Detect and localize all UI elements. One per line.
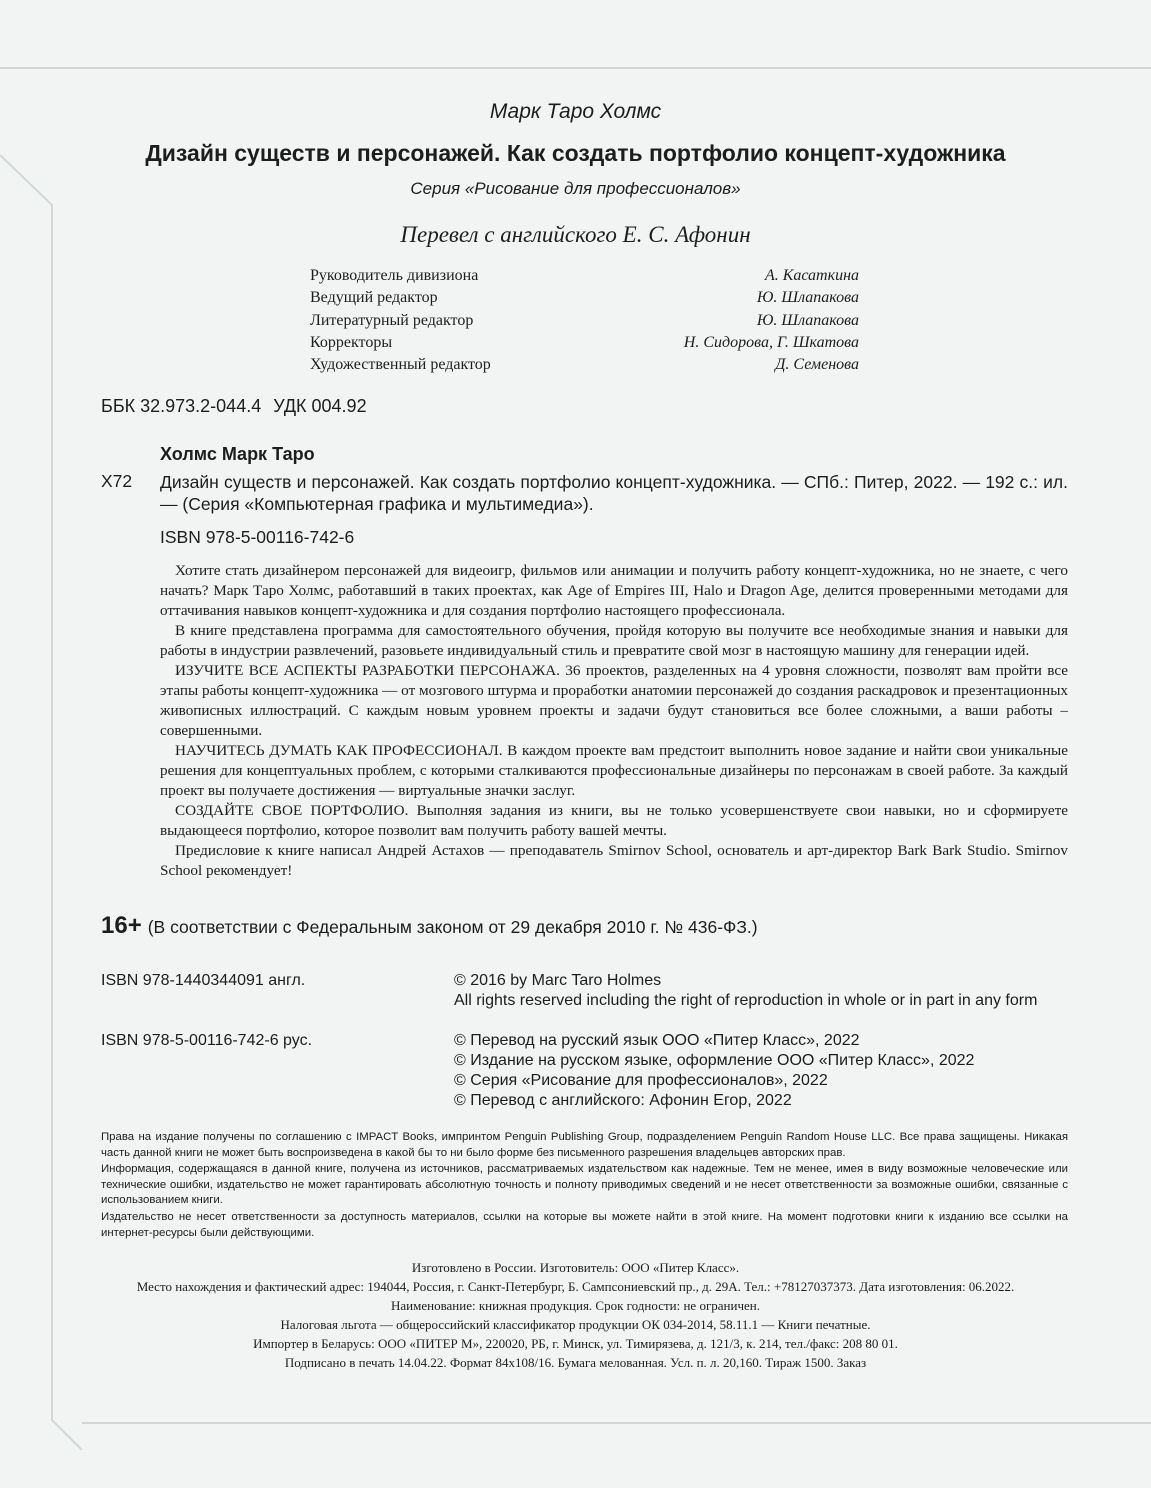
legal-rights: Права на издание получены по соглашению с IMPACT Books, импринтом Penguin Publishing Group, подразделением Penguin Random House LLC. Все права защищены. Никакая часть данной книги не может быть воспроизведена в какой бы то ни было форме без письменного разрешения владельцев авторских прав.	[101, 1131, 1068, 1159]
annotation	[160, 561, 1068, 881]
bibliography-author: Холмс Марк Таро	[160, 444, 315, 464]
author-sign-code: Х72	[101, 471, 133, 491]
udk-code: УДК 004.92	[273, 396, 367, 416]
age-rating-mark: 16+	[101, 912, 142, 939]
annotation-paragraph: Хотите стать дизайнером персонажей для видеоигр, фильмов или анимации и получить работу концепт-художника, но не знаете, с чего начать? Марк Таро Холмс, работавший в таких проектах, как Age of Empires III, Halo и Dragon Age, делится проверенными методами для оттачивания навыков концепт-художника и для создания портфолио настоящего профессионала.	[160, 562, 1068, 619]
annotation-paragraph: НАУЧИТЕСЬ ДУМАТЬ КАК ПРОФЕССИОНАЛ. В каждом проекте вам предстоит выполнить новое задание и найти свои уникальные решения для концептуальных проблем, с которыми сталкиваются профессиональные дизайнеры по персонажам в своей работе. За каждый проект вы получаете достижения — виртуальные значки заслуг.	[160, 742, 1068, 799]
credit-role: Литературный редактор	[310, 311, 474, 329]
copyright-line: All rights reserved including the right of reproduction in whole or in part in any form	[454, 992, 1038, 1009]
credit-name: Ю. Шлапакова	[756, 289, 859, 307]
copyright-line: © Серия «Рисование для профессионалов», 2022	[454, 1072, 828, 1089]
annotation-paragraph: Предисловие к книге написал Андрей Астахов — преподаватель Smirnov School, основатель и арт-директор Bark Bark Studio. Smirnov School рекомендует!	[160, 842, 1068, 879]
credit-role: Корректоры	[310, 333, 393, 351]
credit-role: Ведущий редактор	[310, 289, 438, 307]
classification-codes	[101, 396, 367, 417]
book-series: Серия «Рисование для профессионалов»	[410, 179, 741, 198]
bbk-code: ББК 32.973.2-044.4	[101, 396, 262, 416]
copyright-line: © Перевод с английского: Афонин Егор, 2022	[454, 1092, 792, 1109]
credit-name: А. Касаткина	[764, 267, 859, 284]
credit-name: Д. Семенова	[775, 356, 859, 374]
imprint-line: Импортер в Беларусь: ООО «ПИТЕР М», 220020, РБ, г. Минск, ул. Тимирязева, д. 121/3, к. 214, тел./факс: 208 80 01.	[253, 1336, 898, 1351]
legal-disclaimer: Информация, содержащаяся в данной книге, получена из источников, рассматриваемых издательством как надежные. Тем не менее, имея в виду возможные человеческие или технические ошибки, издательство не может гарантировать абсолютную точность и полноту приводимых сведений и не несет ответственности за возможные ошибки, связанные с использованием книги.	[101, 1163, 1068, 1206]
legal-links: Издательство не несет ответственности за доступность материалов, ссылки на которые вы можете найти в этой книге. На момент подготовки книги к изданию все ссылки на интернет-ресурсы были действующими.	[101, 1211, 1068, 1239]
credit-row	[310, 355, 859, 377]
imprint-line: Изготовлено в России. Изготовитель: ООО «Питер Класс».	[411, 1260, 740, 1275]
imprint-line: Место нахождения и фактический адрес: 194044, Россия, г. Санкт-Петербург, Б. Сампсониевский пр., д. 29А. Тел.: +78127037373. Дата изготовления: 06.2022. Наименование: книжная продукция. Срок годности: не ограничен.	[136, 1279, 1015, 1313]
credit-row	[310, 288, 859, 310]
isbn-english: ISBN 978-1440344091 англ.	[101, 972, 306, 989]
credit-row	[310, 311, 859, 333]
copyright-line: © Перевод на русский язык ООО «Питер Класс», 2022	[454, 1032, 860, 1049]
credit-row	[310, 333, 859, 355]
annotation-paragraph: СОЗДАЙТЕ СВОЕ ПОРТФОЛИО. Выполняя задания из книги, вы не только усовершенствуете свои навыки, но и сформируете выдающееся портфолио, которое позволит вам получить работу вашей мечты.	[160, 802, 1068, 839]
translator-line: Перевел с английского Е. С. Афонин	[400, 222, 751, 247]
bibliography-isbn: ISBN 978-5-00116-742-6	[160, 527, 355, 547]
copyright-english	[454, 971, 1037, 1011]
credit-name: Ю. Шлапакова	[756, 311, 859, 329]
imprint-line: Подписано в печать 14.04.22. Формат 84х108/16. Бумага мелованная. Усл. п. л. 20,160. Тираж 1500. Заказ	[284, 1355, 867, 1370]
credit-name: Н. Сидорова, Г. Шкатова	[683, 333, 859, 351]
copyright-russian	[454, 1031, 974, 1111]
credit-row	[310, 266, 859, 288]
book-title: Дизайн существ и персонажей. Как создать портфолио концепт-художника	[145, 140, 1006, 166]
bibliography-entry: Дизайн существ и персонажей. Как создать портфолио концепт-художника. — СПб.: Питер, 2022. — 192 с.: ил. — (Серия «Компьютерная графика и мультимедиа»).	[160, 472, 1068, 514]
age-rating-law: (В соответствии с Федеральным законом от 29 декабря 2010 г. № 436-ФЗ.)	[147, 917, 758, 937]
copyright-line: © Издание на русском языке, оформление ООО «Питер Класс», 2022	[454, 1052, 975, 1069]
annotation-paragraph: В книге представлена программа для самостоятельного обучения, пройдя которую вы получите все необходимые знания и навыки для работы в индустрии развлечений, разовьете индивидуальный стиль и превратите свой мозг в настоящую машину для генерации идей.	[160, 622, 1068, 659]
credit-role: Художественный редактор	[310, 356, 491, 374]
isbn-russian: ISBN 978-5-00116-742-6 рус.	[101, 1032, 313, 1049]
age-rating	[101, 912, 758, 940]
credits-list	[310, 266, 859, 377]
imprint-block	[0, 1258, 1151, 1372]
book-author: Марк Таро Холмс	[489, 100, 662, 123]
credit-role: Руководитель дивизиона	[310, 267, 479, 284]
copyright-line: © 2016 by Marc Taro Holmes	[454, 972, 662, 989]
annotation-paragraph: ИЗУЧИТЕ ВСЕ АСПЕКТЫ РАЗРАБОТКИ ПЕРСОНАЖА. 36 проектов, разделенных на 4 уровня сложности, позволят вам пройти все этапы работы концепт-художника — от мозгового штурма и проработки анатомии персонажей до создания раскадровок и презентационных живописных иллюстраций. С каждым новым уровнем проекты и задачи будут становиться все более сложными, а ваши работы – совершенными.	[160, 662, 1068, 739]
imprint-line: Налоговая льгота — общероссийский классификатор продукции ОК 034-2014, 58.11.1 — Книги печатные.	[280, 1317, 871, 1332]
